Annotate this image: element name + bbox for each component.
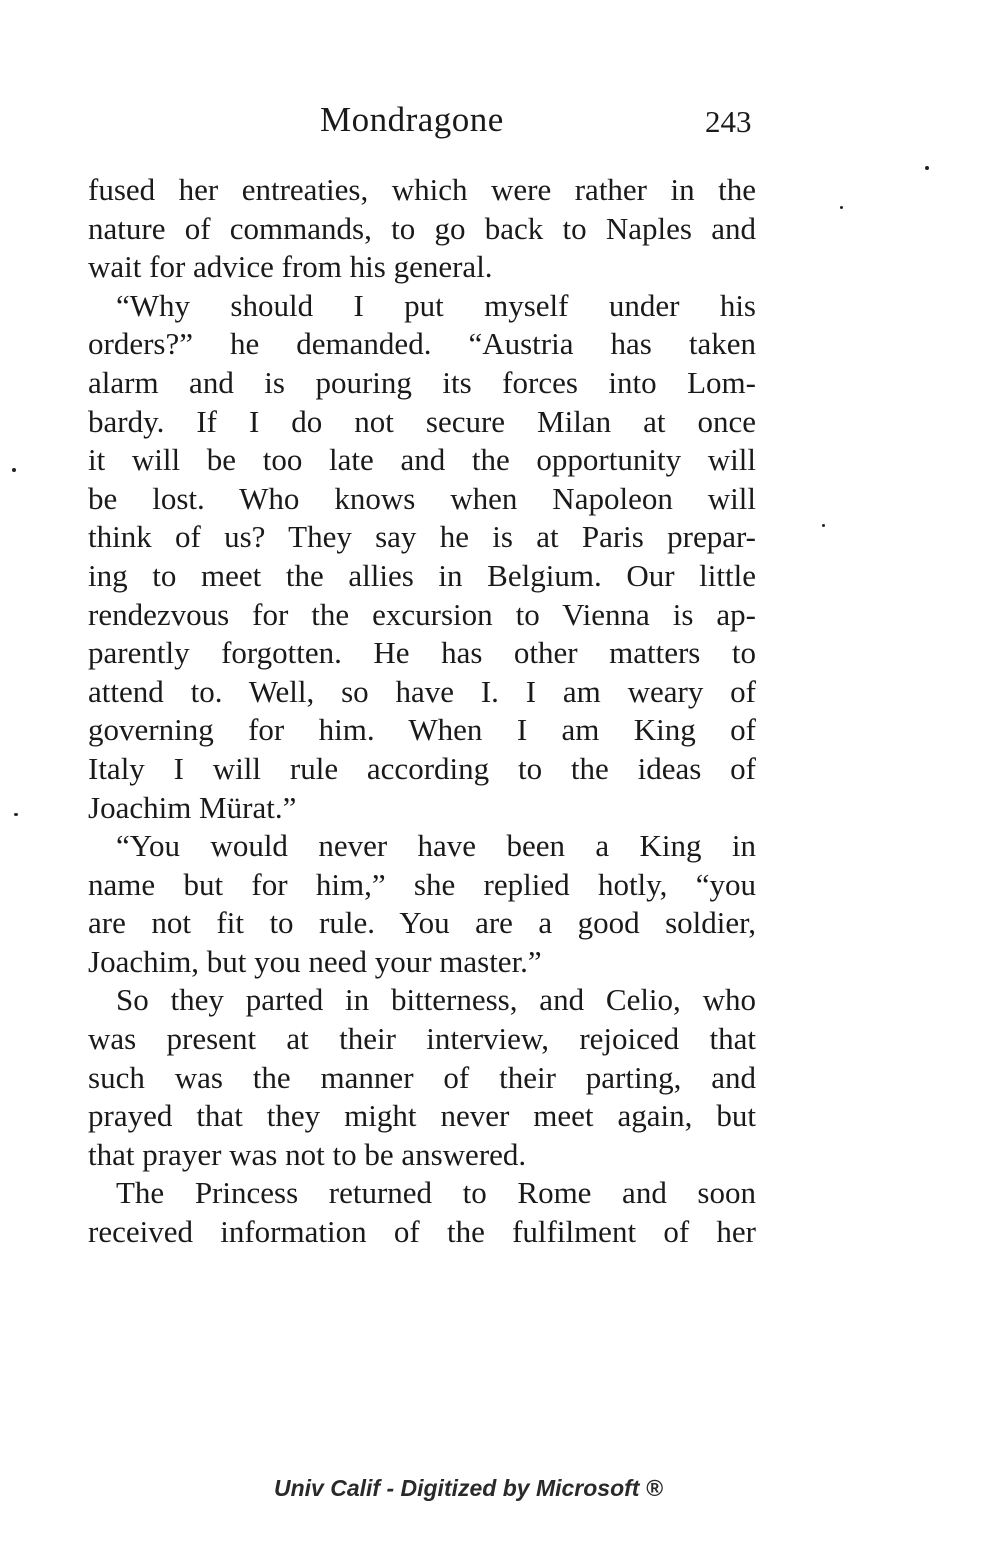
text-line: nature of commands, to go back to Naples and [88, 210, 756, 246]
text-line: prayed that they might never meet again, but [88, 1098, 756, 1134]
scan-speck [822, 524, 825, 527]
scan-speck [925, 166, 929, 170]
text-line: rendezvous for the excursion to Vienna is ap- [88, 596, 756, 632]
text-line: parently forgotten. He has other matters to [88, 635, 756, 671]
text-line: think of us? They say he is at Paris prepar- [88, 519, 756, 555]
text-line: was present at their interview, rejoiced that [88, 1021, 756, 1057]
text-line: bardy. If I do not secure Milan at once [88, 403, 756, 439]
text-line: Joachim Mürat.” [88, 789, 297, 825]
page-number: 243 [705, 104, 752, 139]
text-line: such was the manner of their parting, and [88, 1059, 756, 1095]
text-body [88, 171, 756, 1252]
text-line: name but for him,” she replied hotly, “you [88, 866, 756, 902]
text-line: governing for him. When I am King of [88, 712, 756, 748]
scan-speck [12, 468, 16, 472]
text-line: “You would never have been a King in [116, 828, 756, 864]
text-line: that prayer was not to be answered. [88, 1136, 527, 1172]
text-line: attend to. Well, so have I. I am weary of [88, 673, 756, 709]
scan-speck [14, 813, 18, 816]
text-line: fused her entreaties, which were rather in the [88, 172, 756, 207]
text-line: Joachim, but you need your master.” [88, 943, 542, 979]
text-line: The Princess returned to Rome and soon [116, 1175, 756, 1211]
text-line: received information of the fulfilment of her [88, 1214, 756, 1250]
text-line: Italy I will rule according to the ideas of [88, 750, 756, 786]
text-line: be lost. Who knows when Napoleon will [88, 480, 756, 516]
running-title: Mondragone [320, 100, 504, 139]
text-line: alarm and is pouring its forces into Lom- [88, 364, 756, 400]
text-line: “Why should I put myself under his [116, 287, 756, 323]
text-line: it will be too late and the opportunity will [88, 442, 756, 478]
scan-speck [840, 206, 843, 209]
digitization-watermark: Univ Calif - Digitized by Microsoft ® [274, 1475, 663, 1501]
text-line: ing to meet the allies in Belgium. Our little [88, 557, 756, 593]
text-line: wait for advice from his general. [88, 249, 493, 285]
text-line: orders?” he demanded. “Austria has taken [88, 326, 756, 362]
text-line: So they parted in bitterness, and Celio, who [116, 982, 756, 1018]
text-line: are not fit to rule. You are a good soldier, [88, 905, 756, 941]
